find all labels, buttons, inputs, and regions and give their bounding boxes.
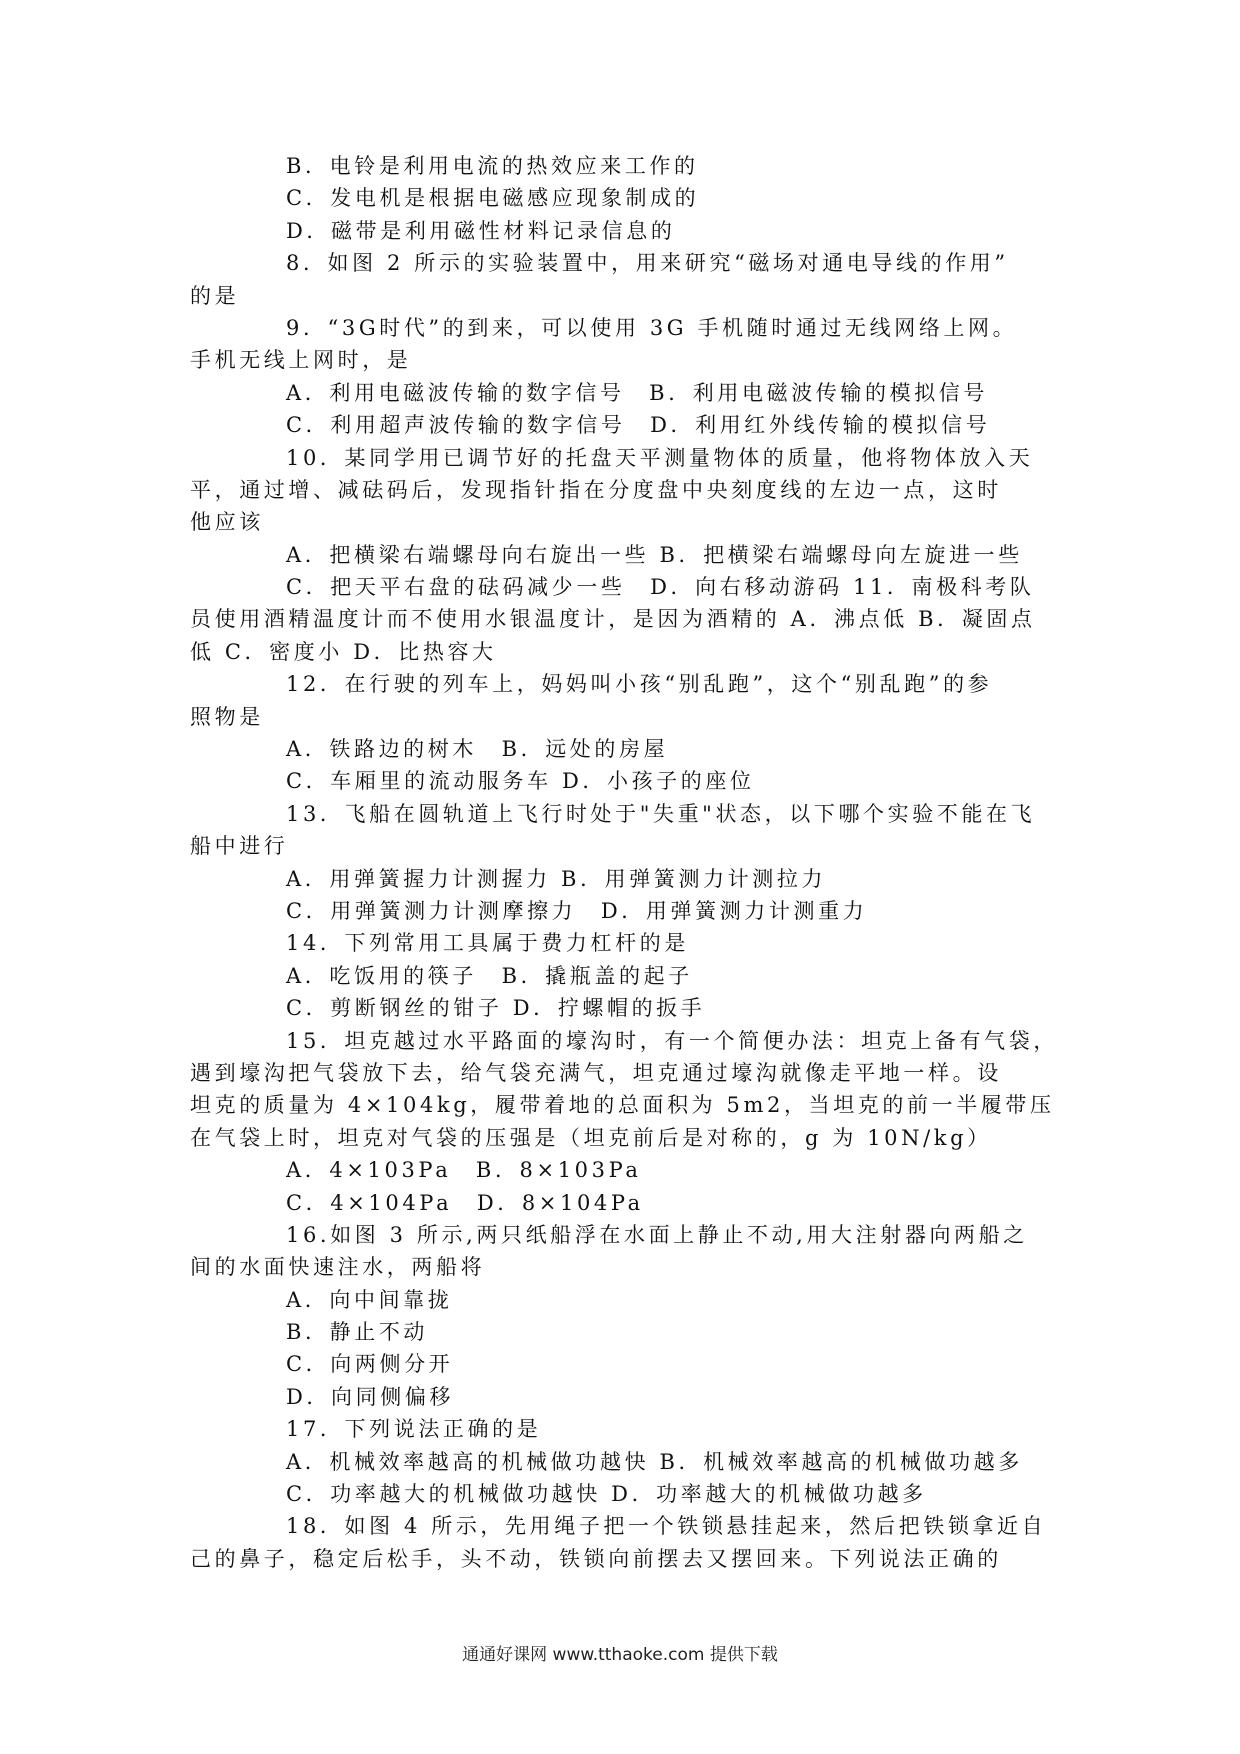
answer-option-line: B．静止不动	[286, 1320, 429, 1345]
question-continuation-line: 间的水面快速注水，两船将	[190, 1255, 486, 1280]
answer-option-line: D．磁带是利用磁性材料记录信息的	[286, 218, 676, 243]
answer-option-line: C．用弹簧测力计测摩擦力 D．用弹簧测力计测重力	[286, 898, 868, 923]
answer-option-line: A．4×103Pa B．8×103Pa	[286, 1158, 642, 1183]
question-continuation-line: 己的鼻子，稳定后松手，头不动，铁锁向前摆去又摆回来。下列说法正确的	[190, 1546, 1002, 1571]
answer-option-line: C．利用超声波传输的数字信号 D．利用红外线传输的模拟信号	[286, 413, 991, 438]
answer-option-line: C．4×104Pa D．8×104Pa	[286, 1190, 644, 1215]
question-continuation-line: 照物是	[190, 704, 264, 729]
question-text-block	[190, 150, 1058, 1575]
question-line: 12．在行驶的列车上，妈妈叫小孩“别乱跑”，这个“别乱跑”的参	[286, 672, 993, 697]
answer-option-line: C．把天平右盘的砝码减少一些 D．向右移动游码 11．南极科考队	[286, 575, 1035, 600]
page-footer: 通通好课网 www.tthaoke.com 提供下载	[462, 1645, 778, 1665]
question-line: 10．某同学用已调节好的托盘天平测量物体的质量，他将物体放入天	[286, 445, 1034, 470]
question-line: 15．坦克越过水平路面的壕沟时，有一个简便办法：坦克上备有气袋，	[286, 1028, 1058, 1053]
question-continuation-line: 他应该	[190, 510, 264, 535]
question-continuation-line: 低 C．密度小 D．比热容大	[190, 639, 497, 664]
question-continuation-line: 在气袋上时，坦克对气袋的压强是（坦克前后是对称的，g 为 10N/kg）	[190, 1125, 992, 1150]
question-line: 8．如图 2 所示的实验装置中，用来研究“磁场对通电导线的作用”	[286, 251, 1009, 276]
question-continuation-line: 平，通过增、减砝码后，发现指针指在分度盘中央刻度线的左边一点，这时	[190, 477, 1002, 502]
answer-option-line: A．把横梁右端螺母向右旋出一些 B．把横梁右端螺母向左旋进一些	[286, 542, 1023, 567]
answer-option-line: A．用弹簧握力计测握力 B．用弹簧测力计测拉力	[286, 866, 827, 891]
question-continuation-line: 的是	[190, 283, 240, 308]
question-continuation-line: 员使用酒精温度计而不使用水银温度计，是因为酒精的 A．沸点低 B．凝固点	[190, 607, 1036, 632]
question-line: 18．如图 4 所示，先用绳子把一个铁锁悬挂起来，然后把铁锁拿近自	[286, 1514, 1047, 1539]
answer-option-line: A．机械效率越高的机械做功越快 B．机械效率越高的机械做功越多	[286, 1449, 1023, 1474]
question-line: 14．下列常用工具属于费力杠杆的是	[286, 931, 689, 956]
answer-option-line: C．向两侧分开	[286, 1352, 454, 1377]
answer-option-line: C．车厢里的流动服务车 D．小孩子的座位	[286, 769, 755, 794]
question-continuation-line: 遇到壕沟把气袋放下去，给气袋充满气，坦克通过壕沟就像走平地一样。设	[190, 1060, 1002, 1085]
answer-option-line: A．铁路边的树木 B．远处的房屋	[286, 737, 669, 762]
question-continuation-line: 船中进行	[190, 834, 289, 859]
answer-option-line: D．向同侧偏移	[286, 1384, 455, 1409]
question-line: 16.如图 3 所示,两只纸船浮在水面上静止不动,用大注射器向两船之	[286, 1222, 1028, 1247]
answer-option-line: C．发电机是根据电磁感应现象制成的	[286, 186, 700, 211]
question-continuation-line: 坦克的质量为 4×104kg，履带着地的总面积为 5m2，当坦克的前一半履带压	[190, 1093, 1055, 1118]
question-continuation-line: 手机无线上网时，是	[190, 348, 412, 373]
question-line: 9．“3G时代”的到来，可以使用 3G 手机随时通过无线网络上网。	[286, 315, 1018, 340]
answer-option-line: C．剪断钢丝的钳子 D．拧螺帽的扳手	[286, 996, 706, 1021]
question-line: 17．下列说法正确的是	[286, 1417, 542, 1442]
answer-option-line: C．功率越大的机械做功越快 D．功率越大的机械做功越多	[286, 1482, 927, 1507]
answer-option-line: B．电铃是利用电流的热效应来工作的	[286, 154, 699, 178]
answer-option-line: A．向中间靠拢	[286, 1287, 453, 1312]
question-line: 13．飞船在圆轨道上飞行时处于"失重"状态，以下哪个实验不能在飞	[286, 801, 1036, 826]
answer-option-line: A．吃饭用的筷子 B．撬瓶盖的起子	[286, 963, 693, 988]
answer-option-line: A．利用电磁波传输的数字信号 B．利用电磁波传输的模拟信号	[286, 380, 988, 405]
